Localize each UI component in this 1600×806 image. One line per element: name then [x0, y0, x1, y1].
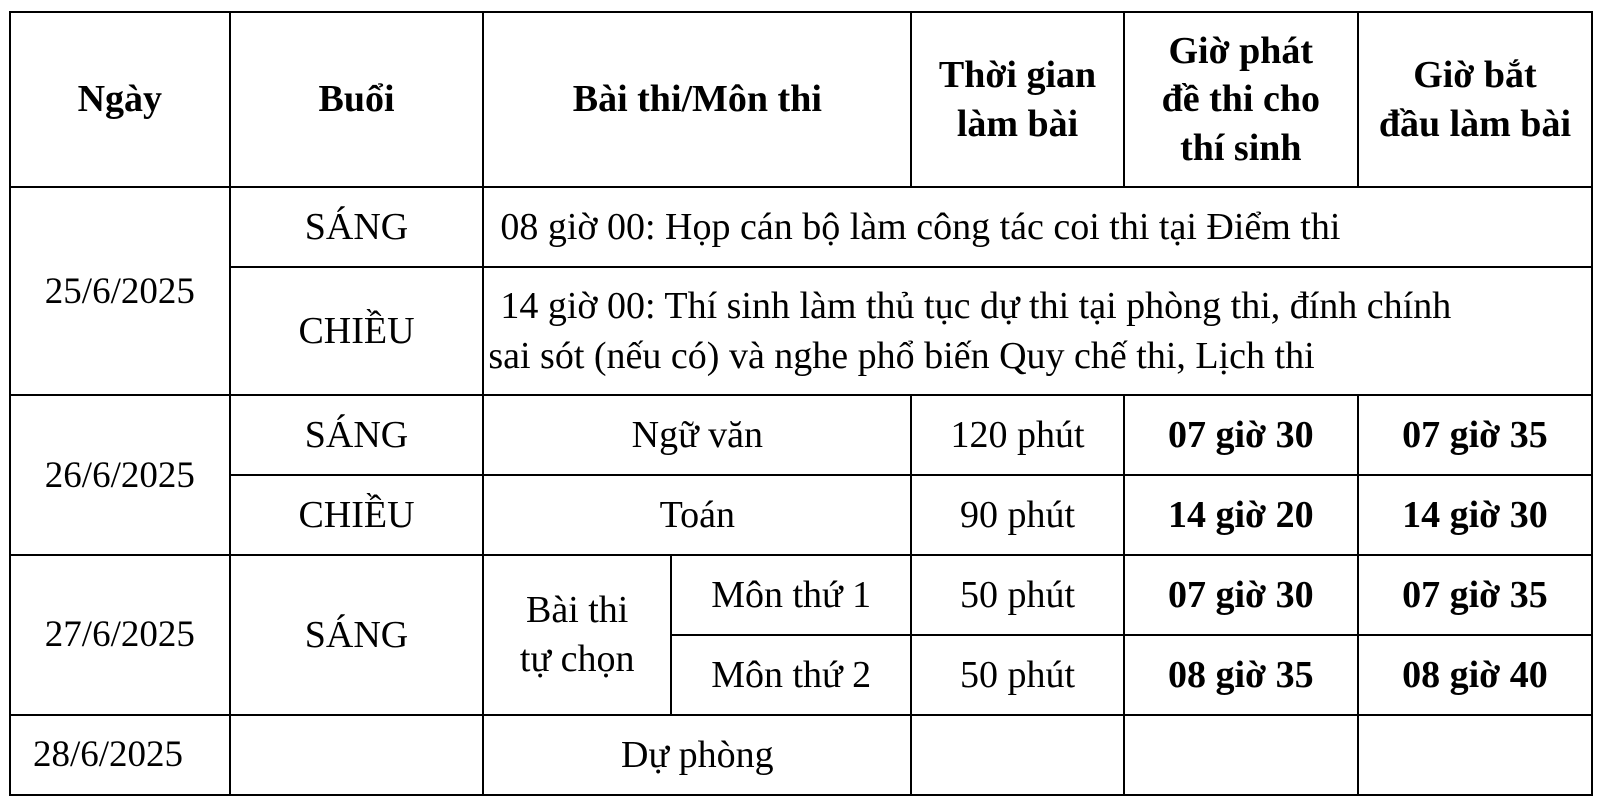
- header-date: Ngày: [10, 12, 230, 187]
- session-cell: CHIỀU: [230, 475, 484, 555]
- note-line: sai sót (nếu có) và nghe phổ biến Quy chế thi, Lịch thi: [488, 335, 1315, 378]
- header-duration-line1: Thời gian: [938, 53, 1097, 96]
- date-cell: 27/6/2025: [10, 555, 230, 715]
- header-handout-line1: Giờ phát: [1168, 29, 1314, 72]
- subject-cell: Toán: [483, 475, 911, 555]
- group-line: tự chọn: [519, 638, 635, 681]
- date-cell: 26/6/2025: [10, 395, 230, 555]
- note-cell: [483, 267, 1592, 395]
- session-cell: CHIỀU: [230, 267, 484, 395]
- date-cell: 25/6/2025: [10, 187, 230, 395]
- table-row: [10, 475, 1592, 555]
- start-time-cell: 08 giờ 40: [1358, 635, 1592, 715]
- header-session: Buổi: [230, 12, 484, 187]
- group-cell: [483, 555, 671, 715]
- duration-cell: 90 phút: [911, 475, 1123, 555]
- header-handout-line2: đề thi cho: [1161, 78, 1320, 121]
- handout-time-cell: 07 giờ 30: [1124, 555, 1358, 635]
- subject-cell: Môn thứ 2: [671, 635, 911, 715]
- header-duration: [911, 12, 1123, 187]
- handout-time-cell: [1124, 715, 1358, 795]
- header-row: [10, 12, 1592, 187]
- duration-cell: 120 phút: [911, 395, 1123, 475]
- session-cell: SÁNG: [230, 187, 484, 267]
- header-start-time: [1358, 12, 1592, 187]
- duration-cell: 50 phút: [911, 635, 1123, 715]
- subject-cell: Môn thứ 1: [671, 555, 911, 635]
- duration-cell: [911, 715, 1123, 795]
- header-handout-time: [1124, 12, 1358, 187]
- header-start-line2: đầu làm bài: [1378, 102, 1571, 145]
- start-time-cell: [1358, 715, 1592, 795]
- note-cell: 08 giờ 00: Họp cán bộ làm công tác coi thi tại Điểm thi: [483, 187, 1592, 267]
- header-duration-line2: làm bài: [956, 102, 1079, 145]
- header-subject: Bài thi/Môn thi: [483, 12, 911, 187]
- group-line: Bài thi: [525, 589, 629, 632]
- header-handout-line3: thí sinh: [1180, 126, 1302, 169]
- start-time-cell: 07 giờ 35: [1358, 555, 1592, 635]
- exam-schedule-table: [9, 11, 1593, 796]
- table-row: [10, 715, 1592, 795]
- table-row: [10, 555, 1592, 635]
- subject-cell: Ngữ văn: [483, 395, 911, 475]
- handout-time-cell: 14 giờ 20: [1124, 475, 1358, 555]
- handout-time-cell: 08 giờ 35: [1124, 635, 1358, 715]
- note-line: 14 giờ 00: Thí sinh làm thủ tục dự thi tại phòng thi, đính chính: [500, 284, 1452, 327]
- header-start-line1: Giờ bắt: [1413, 53, 1537, 96]
- duration-cell: 50 phút: [911, 555, 1123, 635]
- session-cell: SÁNG: [230, 395, 484, 475]
- handout-time-cell: 07 giờ 30: [1124, 395, 1358, 475]
- table-row: [10, 395, 1592, 475]
- start-time-cell: 07 giờ 35: [1358, 395, 1592, 475]
- session-cell: [230, 715, 484, 795]
- session-cell: SÁNG: [230, 555, 484, 715]
- table-row: [10, 267, 1592, 395]
- date-cell: 28/6/2025: [10, 715, 230, 795]
- subject-cell: Dự phòng: [483, 715, 911, 795]
- start-time-cell: 14 giờ 30: [1358, 475, 1592, 555]
- table-row: [10, 187, 1592, 267]
